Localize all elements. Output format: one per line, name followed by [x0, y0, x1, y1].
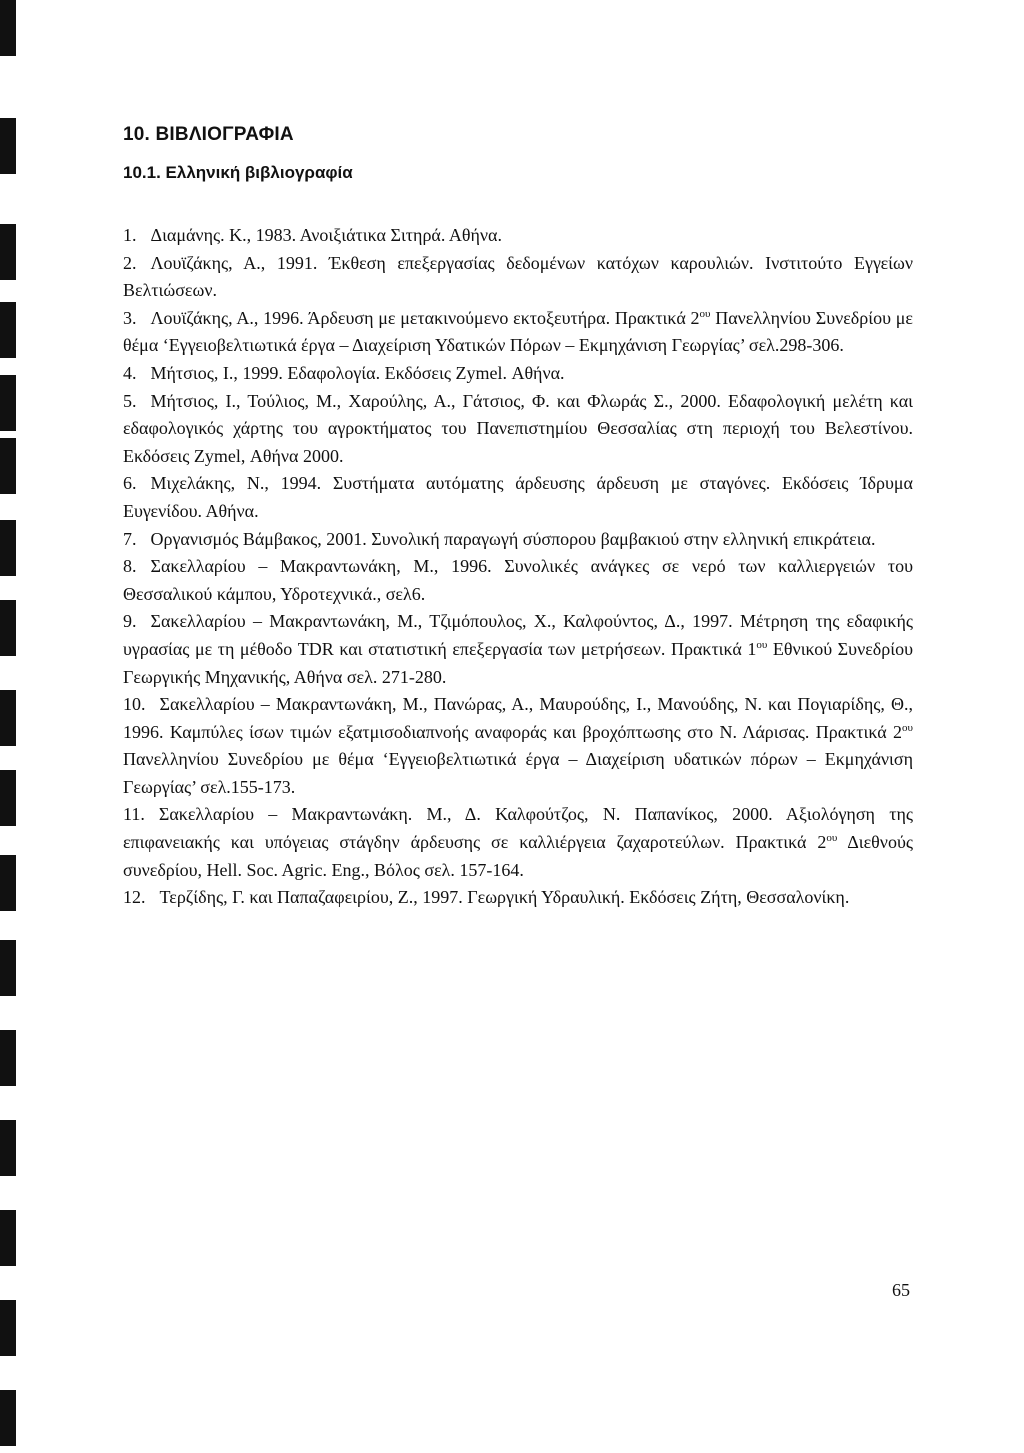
reference-item [123, 222, 913, 250]
film-mark [0, 770, 16, 826]
reference-number: 12. [123, 887, 146, 908]
reference-number: 11. [123, 804, 145, 825]
reference-text: Λουϊζάκης, Α., 1991. Έκθεση επεξεργασίας δεδομένων κατόχων καρουλιών. Ινστιτούτο Εγγείων Βελτιώσεων. [123, 252, 913, 301]
film-mark [0, 438, 16, 494]
reference-text-continued: Εθνικού Συνεδρίου Γεωργικής Μηχανικής, Αθήνα σελ. 271-280. [123, 638, 913, 687]
reference-item [123, 884, 913, 912]
film-mark [0, 1210, 16, 1266]
film-mark [0, 690, 16, 746]
film-mark [0, 224, 16, 280]
ordinal-superscript: ου [902, 721, 913, 734]
ordinal-superscript: ου [699, 307, 711, 320]
film-mark [0, 520, 16, 576]
reference-list [123, 222, 913, 912]
reference-item [123, 470, 913, 525]
reference-number: 10. [123, 694, 146, 715]
reference-text-continued: Πανελληνίου Συνεδρίου με θέμα ‘Εγγειοβελτιωτικά έργα – Διαχείριση υδατικών πόρων – Εκμηχάνιση Γεωργίας’ σελ.155-173. [123, 749, 913, 797]
film-mark [0, 375, 16, 431]
reference-item [123, 691, 913, 801]
reference-number: 8. [123, 556, 137, 577]
reference-item [123, 305, 913, 360]
film-mark [0, 940, 16, 996]
film-mark [0, 302, 16, 358]
reference-item [123, 250, 913, 305]
reference-number: 2. [123, 252, 137, 273]
reference-text: Σακελλαρίου – Μακραντωνάκη, Μ., 1996. Συνολικές ανάγκες σε νερό των καλλιεργειών του Θεσσαλικού κάμπου, Υδροτεχνικά., σελ6. [123, 556, 913, 604]
reference-item [123, 801, 913, 884]
reference-text: Μήτσιος, Ι., Τούλιος, Μ., Χαρούλης, Α., Γάτσιος, Φ. και Φλωράς Σ., 2000. Εδαφολογική μελέτη και εδαφολογικός χάρτης του αγροκτήματος του Πανεπιστημίου Θεσσαλίας στη περιοχή του Βελεστίνου. Εκδόσεις Zymel, Αθήνα 2000. [123, 390, 913, 466]
reference-text: Οργανισμός Βάμβακος, 2001. Συνολική παραγωγή σύσπορου βαμβακιού στην ελληνική επικράτεια. [150, 528, 876, 549]
reference-number: 7. [123, 528, 137, 549]
reference-number: 1. [123, 225, 137, 245]
reference-number: 5. [123, 390, 137, 411]
film-mark [0, 1120, 16, 1176]
reference-number: 3. [123, 307, 137, 328]
film-mark [0, 0, 16, 56]
scan-edge [0, 0, 30, 1453]
reference-item [123, 388, 913, 471]
reference-number: 4. [123, 362, 137, 383]
reference-text: Σακελλαρίου – Μακραντωνάκη. Μ., Δ. Καλφούτζος, Ν. Παπανίκος, 2000. Αξιολόγηση της επιφανειακής και υπόγειας στάγδην άρδευσης σε καλλιέργεια ζαχαροτεύλων. Πρακτικά 2 [123, 804, 913, 853]
film-mark [0, 1300, 16, 1356]
ordinal-superscript: ου [826, 832, 838, 845]
reference-text: Τερζίδης, Γ. και Παπαζαφειρίου, Ζ., 1997. Γεωργική Υδραυλική. Εκδόσεις Ζήτη, Θεσσαλονίκη. [159, 887, 850, 908]
reference-text: Μιχελάκης, Ν., 1994. Συστήματα αυτόματης άρδευσης άρδευση με σταγόνες. Εκδόσεις Ίδρυμα Ευγενίδου. Αθήνα. [123, 473, 913, 521]
reference-text-continued: Διεθνούς συνεδρίου, Hell. Soc. Agric. Eng., Βόλος σελ. 157-164. [123, 832, 913, 880]
reference-item [123, 360, 913, 388]
reference-text: Μήτσιος, Ι., 1999. Εδαφολογία. Εκδόσεις Zymel. Αθήνα. [150, 362, 565, 383]
ordinal-superscript: ου [756, 638, 768, 651]
page-number: 65 [892, 1280, 910, 1300]
reference-item [123, 608, 913, 691]
reference-text: Σακελλαρίου – Μακραντωνάκη, Μ., Τζιμόπουλος, Χ., Καλφούντος, Δ., 1997. Μέτρηση της εδαφικής υγρασίας με τη μέθοδο TDR και στατιστική επεξεργασία των μετρήσεων. Πρακτικά 1 [123, 611, 913, 659]
reference-item [123, 526, 913, 554]
subsection-heading: 10.1. Ελληνική βιβλιογραφία [123, 163, 353, 182]
film-mark [0, 1030, 16, 1086]
section-heading: 10. ΒΙΒΛΙΟΓΡΑΦΙΑ [123, 124, 294, 145]
reference-text: Διαμάνης. Κ., 1983. Ανοιξιάτικα Σιτηρά. Αθήνα. [150, 225, 502, 245]
reference-text: Σακελλαρίου – Μακραντωνάκη, Μ., Πανώρας, Α., Μαυρούδης, Ι., Μανούδης, Ν. και Πογιαρίδης, Θ., 1996. Καμπύλες ίσων τιμών εξατμισοδιαπνοής αναφοράς και βροχόπτωσης στο Ν. Λάρισας. Πρακτικά 2 [123, 694, 913, 742]
film-mark [0, 118, 16, 174]
reference-number: 9. [123, 611, 137, 632]
reference-text: Λουϊζάκης, Α., 1996. Άρδευση με μετακινούμενο εκτοξευτήρα. Πρακτικά 2 [150, 307, 700, 328]
film-mark [0, 855, 16, 911]
film-mark [0, 1390, 16, 1446]
film-mark [0, 600, 16, 656]
reference-number: 6. [123, 473, 137, 494]
reference-text-continued: Πανελληνίου Συνεδρίου με θέμα ‘Εγγειοβελτιωτικά έργα – Διαχείριση Υδατικών Πόρων – Εκμηχάνιση Γεωργίας’ σελ.298-306. [123, 307, 913, 356]
reference-item [123, 553, 913, 608]
